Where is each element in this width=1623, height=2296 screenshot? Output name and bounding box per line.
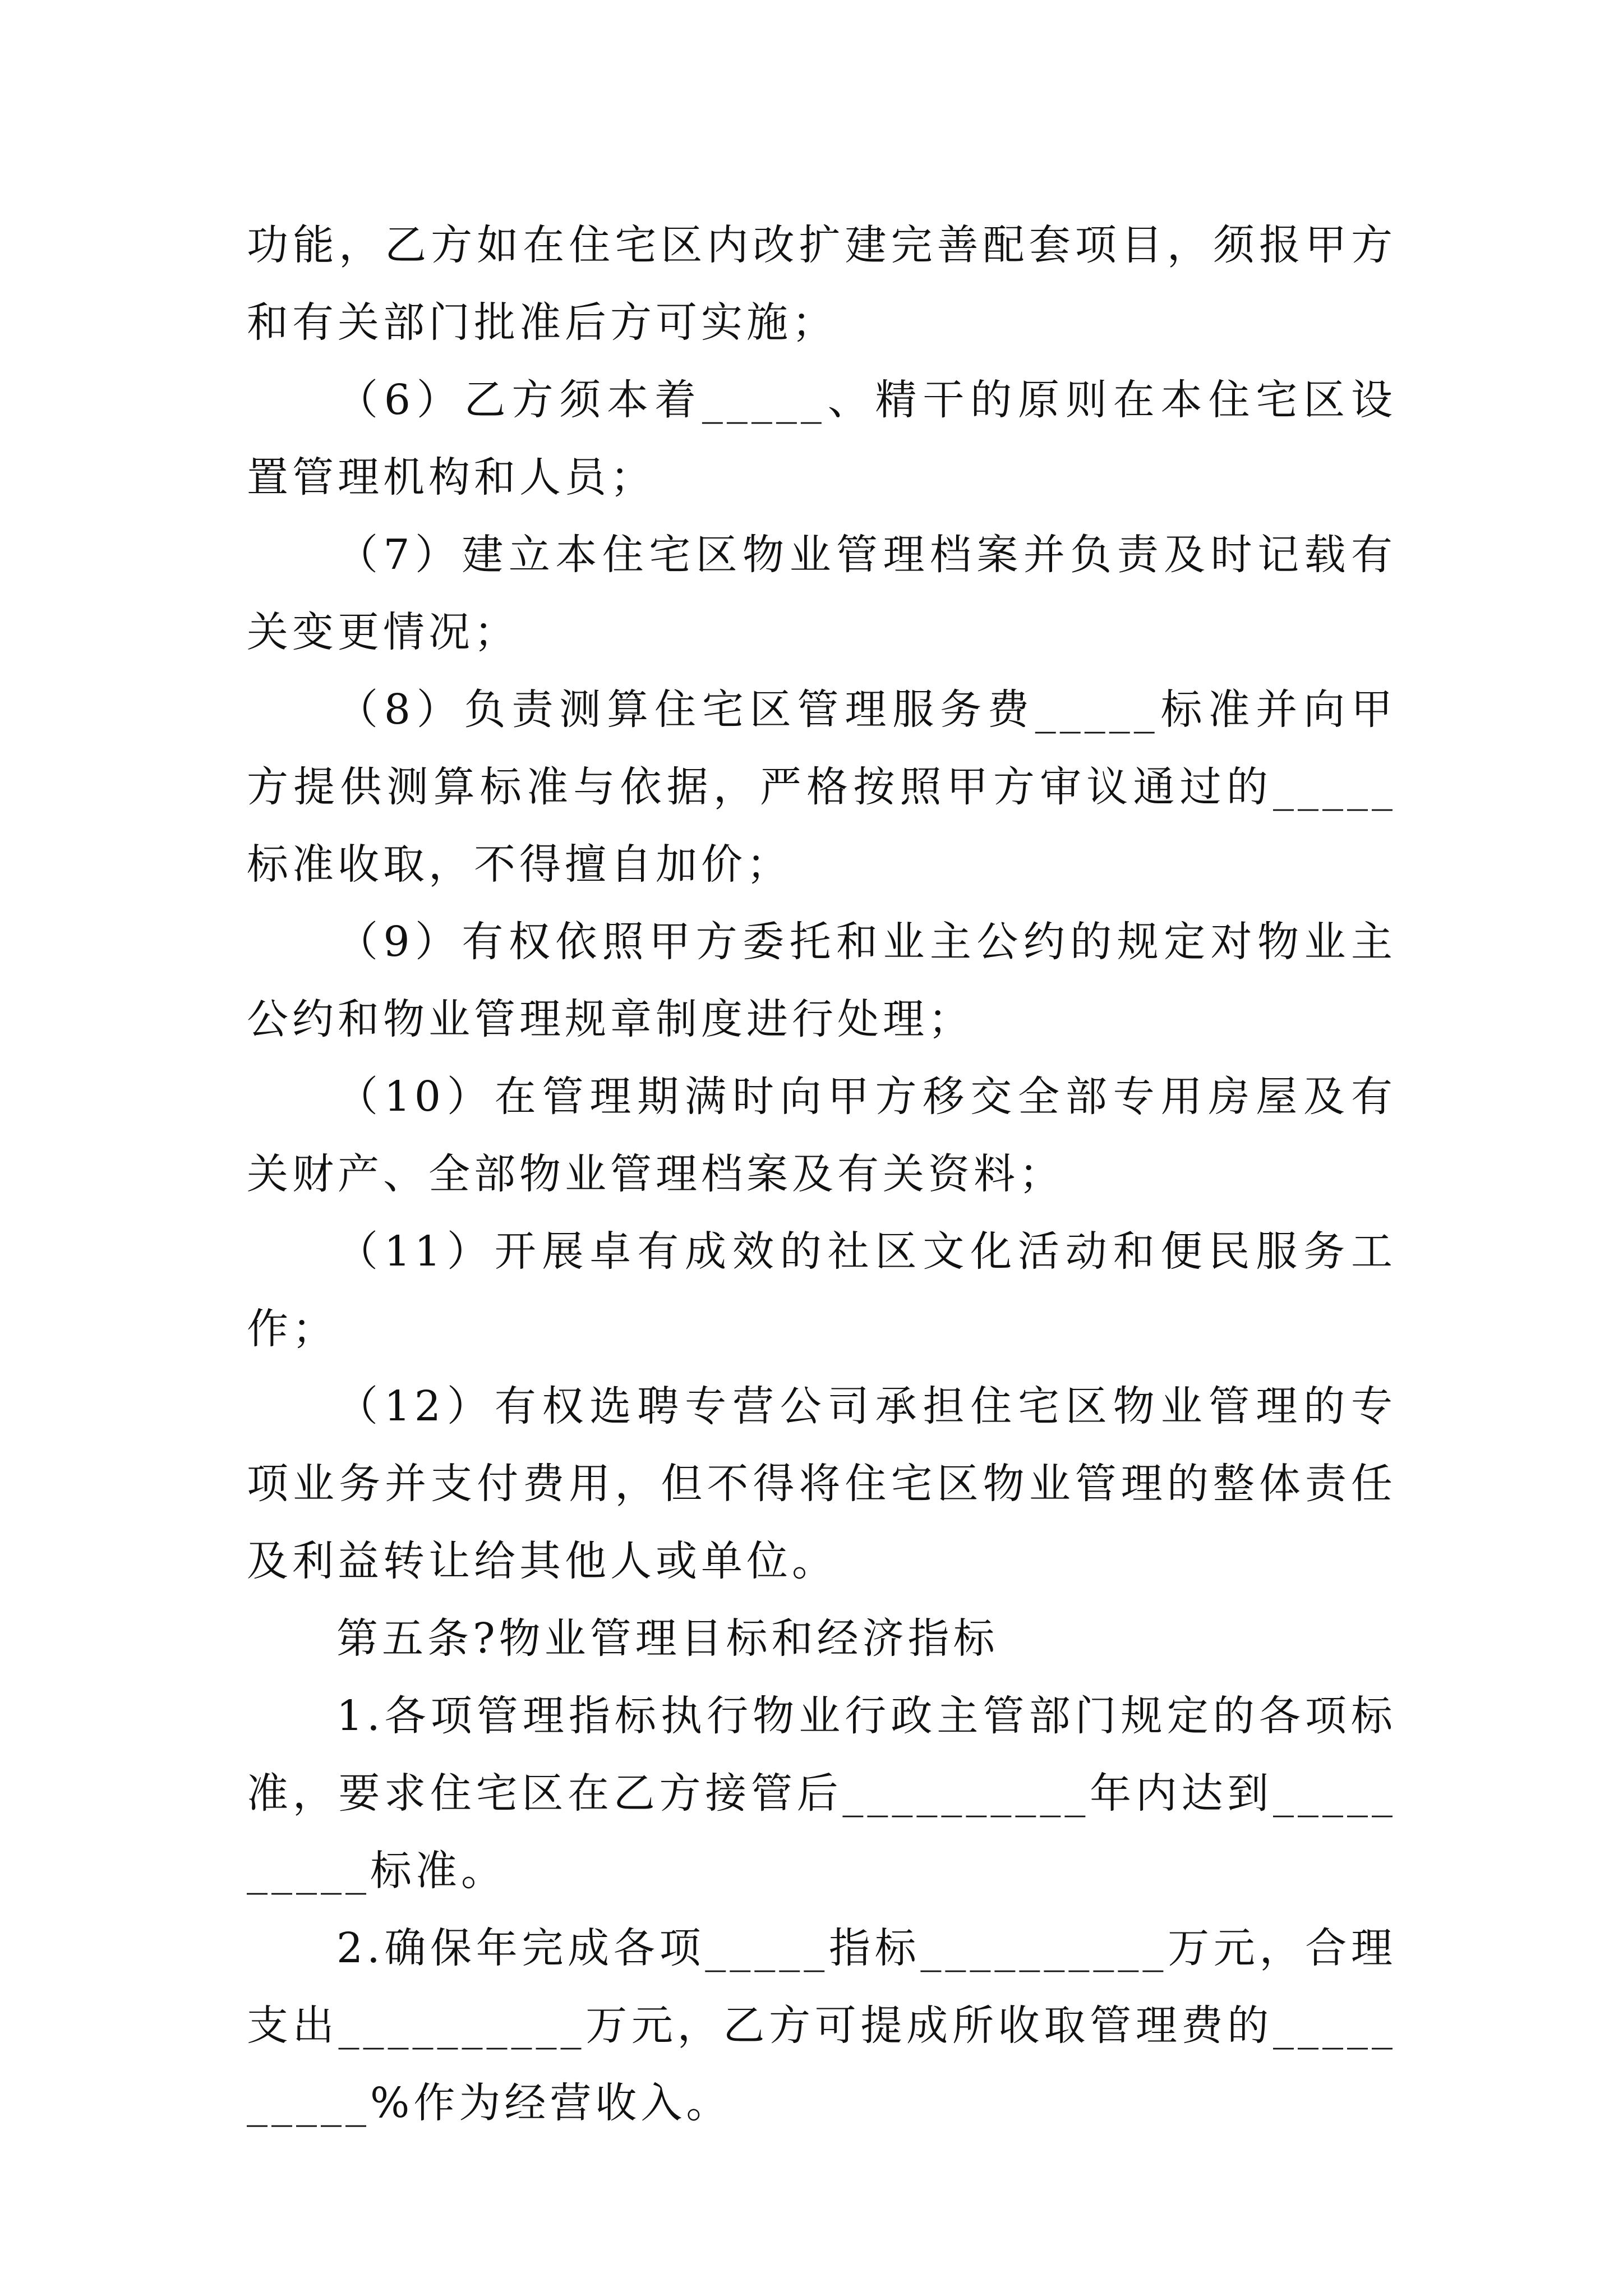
paragraph-item-12: （12）有权选聘专营公司承担住宅区物业管理的专项业务并支付费用，但不得将住宅区物业管理的整体责任及利益转让给其他人或单位。 — [247, 1382, 1396, 1585]
paragraph-item-8: （8）负责测算住宅区管理服务费_____标准并向甲方提供测算标准与依据，严格按照甲方审议通过的_____标准收取，不得擅自加价； — [247, 685, 1396, 889]
paragraph-item-11: （11）开展卓有成效的社区文化活动和便民服务工作； — [247, 1227, 1396, 1353]
paragraph-item-10: （10）在管理期满时向甲方移交全部专用房屋及有关财产、全部物业管理档案及有关资料； — [247, 1073, 1396, 1198]
paragraph-target-1: 1.各项管理指标执行物业行政主管部门规定的各项标准，要求住宅区在乙方接管后__________年内达到__________标准。 — [247, 1692, 1396, 1895]
document-body — [247, 206, 1396, 2142]
paragraph-continuation: 功能，乙方如在住宅区内改扩建完善配套项目，须报甲方和有关部门批准后方可实施； — [247, 221, 1396, 347]
paragraph-item-6: （6）乙方须本着_____、精干的原则在本住宅区设置管理机构和人员； — [247, 376, 1396, 501]
article-5-heading: 第五条?物业管理目标和经济指标 — [336, 1614, 999, 1663]
paragraph-item-9: （9）有权依照甲方委托和业主公约的规定对物业主公约和物业管理规章制度进行处理； — [247, 918, 1396, 1043]
paragraph-item-7: （7）建立本住宅区物业管理档案并负责及时记载有关变更情况； — [247, 531, 1396, 656]
paragraph-target-2: 2.确保年完成各项_____指标__________万元，合理支出__________万元，乙方可提成所收取管理费的__________%作为经营收入。 — [247, 1924, 1396, 2127]
